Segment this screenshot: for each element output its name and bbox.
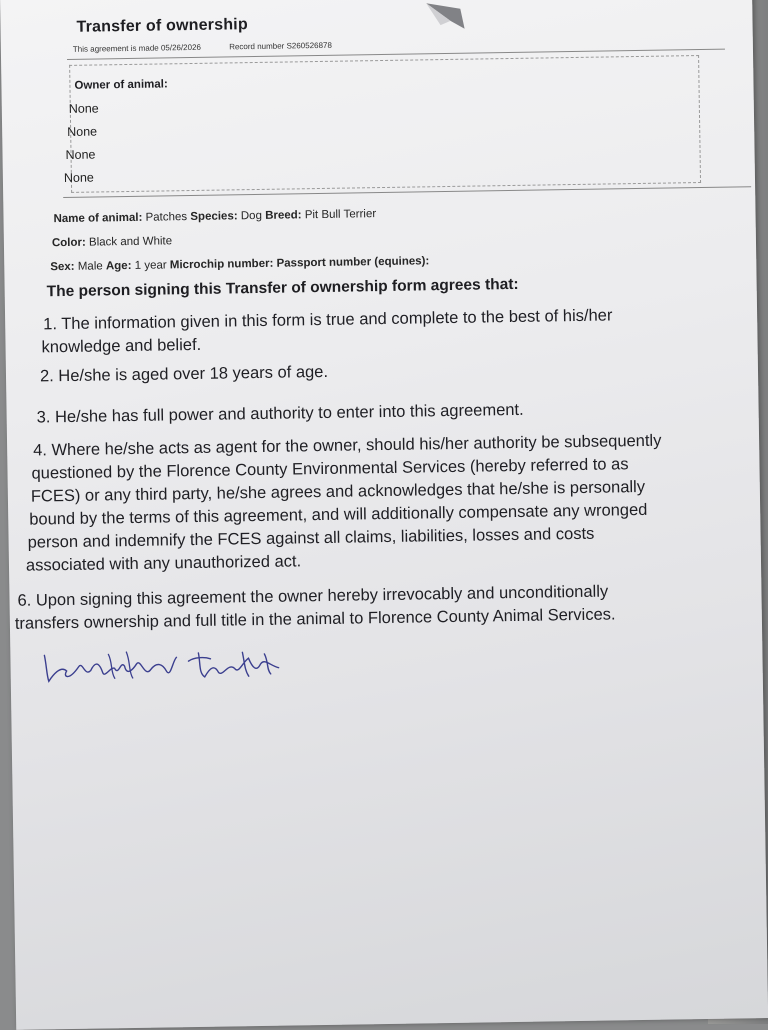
- owner-section: [63, 55, 701, 193]
- clause-4-line-1: 4. Where he/she acts as agent for the owner, should his/her authority be subsequently: [33, 431, 662, 460]
- animal-row-2: [52, 235, 172, 249]
- clause-6: [14, 578, 768, 636]
- owner-signature: [38, 638, 289, 690]
- animal-name-value: Patches: [145, 211, 188, 224]
- record-number: Record number S260526878: [229, 40, 332, 52]
- breed-value: Pit Bull Terrier: [304, 208, 377, 222]
- clause-4-line-2: questioned by the Florence County Environmental Services (hereby referred to as: [31, 455, 629, 483]
- clause-4-line-5: person and indemnify the FCES against all claims, liabilities, losses and costs: [27, 524, 595, 552]
- species-value: Dog: [240, 209, 263, 223]
- clause-1-line-2: knowledge and belief.: [41, 335, 202, 357]
- age-value: 1 year: [134, 259, 167, 272]
- clause-4-line-4: bound by the terms of this agreement, and will additionally compensate any wronged: [29, 500, 648, 529]
- microchip-label: Microchip number:: [169, 257, 274, 272]
- agreement-date: This agreement is made 05/26/2026: [72, 42, 202, 54]
- clause-1: [43, 304, 613, 359]
- folded-corner-mark: [420, 0, 469, 35]
- breed-label: Breed:: [265, 209, 302, 222]
- clause-6-line-2: transfers ownership and full title in the animal to Florence County Animal Services.: [14, 605, 616, 633]
- clause-1-line-1: 1. The information given in this form is true and complete to the best of his/her: [43, 306, 613, 334]
- clause-2-line-1: 2. He/she is aged over 18 years of age.: [39, 362, 329, 386]
- form-title: Transfer of ownership: [76, 16, 248, 36]
- passport-label: Passport number (equines):: [276, 255, 430, 270]
- clause-3-line-1: 3. He/she has full power and authority to enter into this agreement.: [36, 400, 524, 427]
- owner-line-1: None: [68, 101, 99, 116]
- clause-3: [36, 399, 523, 430]
- clause-4-line-6: associated with any unauthorized act.: [25, 552, 302, 575]
- agreement-heading: The person signing this Transfer of ownership form agrees that:: [46, 275, 519, 301]
- sex-label: Sex:: [50, 260, 75, 274]
- clause-6-line-1: 6. Upon signing this agreement the owner hereby irrevocably and unconditionally: [17, 582, 609, 610]
- color-label: Color:: [51, 236, 86, 250]
- species-label: Species:: [190, 210, 238, 224]
- color-value: Black and White: [88, 235, 173, 249]
- owner-line-4: None: [63, 170, 94, 186]
- animal-name-label: Name of animal:: [53, 211, 143, 226]
- clause-4: [25, 428, 768, 578]
- clause-2: [40, 361, 328, 389]
- clause-4-line-3: FCES) or any third party, he/she agrees and acknowledges that he/she is personally: [30, 477, 646, 506]
- animal-row-1: [53, 208, 376, 225]
- owner-label: Owner of animal:: [74, 78, 168, 92]
- owner-line-3: None: [65, 147, 96, 162]
- age-label: Age:: [105, 259, 132, 273]
- form-meta: [73, 40, 358, 53]
- animal-row-3: [50, 255, 429, 273]
- sex-value: Male: [77, 260, 103, 273]
- owner-line-2: None: [67, 124, 98, 139]
